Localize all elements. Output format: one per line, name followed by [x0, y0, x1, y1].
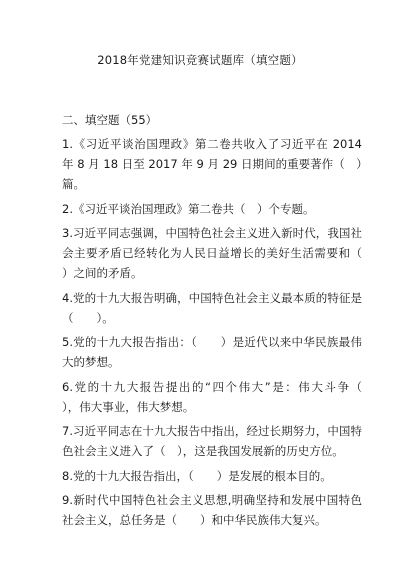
question-list — [62, 134, 385, 535]
question-item: 7.习近平同志在十九大报告中指出，经过长期努力，中国特色社会主义进入了（ ），这是我国发展新的历史方位。 — [62, 424, 362, 458]
question-item: 6.党的十九大报告提出的“四个伟大”是：伟大斗争（ ），伟大事业，伟大梦想。 — [62, 379, 385, 414]
question-item: 4.党的十九大报告明确，中国特色社会主义最本质的特征是（ ）。 — [62, 290, 362, 325]
question-item: 1.《习近平谈治国理政》第二卷共收入了习近平在 2014 年 8 月 18 日至 2017 年 9 月 29 日期间的重要著作（ ）篇。 — [62, 137, 362, 191]
question-item: 8.党的十九大报告指出，（ ）是发展的根本目的。 — [62, 468, 332, 483]
question-item: 5.党的十九大报告指出：（ ）是近代以来中华民族最伟大的梦想。 — [62, 335, 362, 369]
question-item: 9.新时代中国特色社会主义思想,明确坚持和发展中国特色社会主义，总任务是（ ）和中华民族伟大复兴。 — [62, 493, 362, 527]
document-title: 2018年党建知识竞赛试题库（填空题） — [97, 53, 303, 67]
question-item: 3.习近平同志强调，中国特色社会主义进入新时代，我国社会主要矛盾已经转化为人民日益增长的美好生活需要和（ ）之间的矛盾。 — [62, 226, 385, 280]
section-heading: 二、填空题（55） — [62, 113, 158, 127]
question-item: 2.《习近平谈治国理政》第二卷共（ ）个专题。 — [62, 201, 315, 216]
